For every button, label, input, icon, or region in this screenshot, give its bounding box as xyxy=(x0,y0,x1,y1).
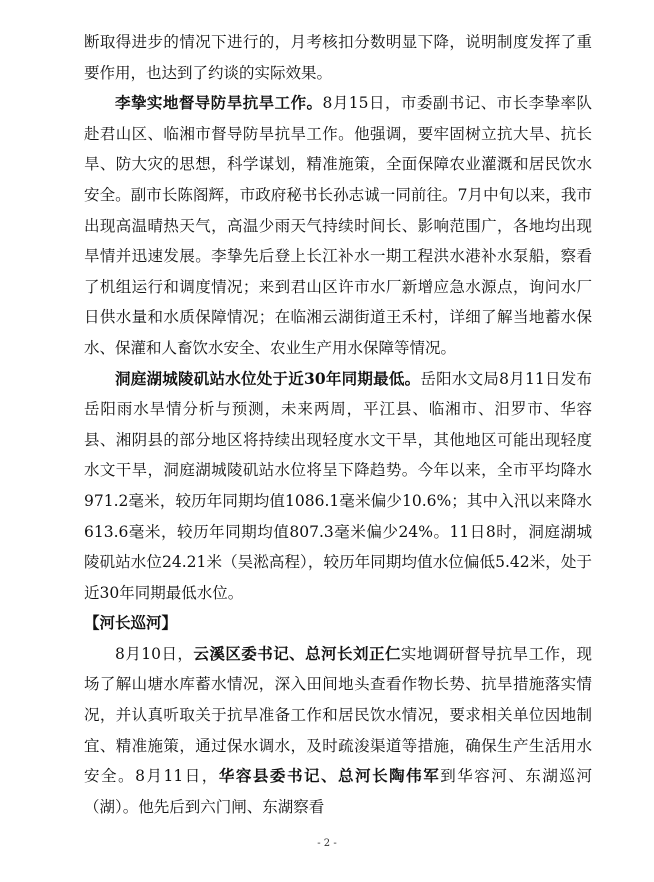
page-number: - 2 - xyxy=(317,838,337,849)
person-highlight: 华容县委书记、总河长陶伟军 xyxy=(218,766,441,786)
paragraph-text: 岳阳水文局8月11日发布岳阳雨水旱情分析与预测，未来两周，平江县、临湘市、汨罗市、华容县、湘阴县的部分地区将持续出现轻度水文干旱，其他地区可能出现轻度水文干旱，洞庭湖城陵矶站水位将呈下降趋势。今年以来，全市平均降水971.2毫米，较历年同期均值1086.1毫米偏少10.6%；其中入汛以来降水613.6毫米，较历年同期均值807.3毫米偏少24%。11日8时，洞庭湖城陵矶站水位24.21米（吴淞高程），较历年同期均值水位偏低5.42米，处于近30年同期最低水位。 xyxy=(84,369,592,602)
paragraph-text: 实地调研督导抗旱工作，现场了解山塘水库蓄水情况，深入田间地头查看作物长势、抗旱措施落实情况，并认真听取关于抗旱准备工作和居民饮水情况，要求相关单位因地制宜、精准施策，通过保水调水，及时疏浚渠道等措施，确保生产生活用水安全。8月11日， xyxy=(84,644,592,786)
paragraph-lead-heading: 洞庭湖城陵矶站水位处于近30年同期最低。 xyxy=(115,368,421,388)
paragraph-text: 8月15日，市委副书记、市长李挚率队赴君山区、临湘市督导防旱抗旱工作。他强调，要牢固树立抗大旱、抗长旱、防大灾的思想，科学谋划，精准施策，全面保障农业灌溉和居民饮水安全。副市长陈阁辉，市政府秘书长孙志诚一同前往。7月中旬以来，我市出现高温晴热天气，高温少雨天气持续时间长、影响范围广，各地均出现旱情并迅速发展。李挚先后登上长江补水一期工程洪水港补水泵船，察看了机组运行和调度情况；来到君山区许市水厂新增应急水源点，询问水厂日供水量和水质保障情况；在临湘云湖街道王禾村，详细了解当地蓄水保水、保灌和人畜饮水安全、农业生产用水保障等情况。 xyxy=(84,94,592,357)
paragraph-continuation xyxy=(84,27,592,88)
person-highlight: 云溪区委书记、总河长刘正仁 xyxy=(193,643,401,663)
paragraph-text: 8月10日， xyxy=(115,644,194,663)
section-heading-river-chief: 【河长巡河】 xyxy=(84,614,178,633)
paragraph-dongting-water-level xyxy=(84,364,592,609)
paragraph-river-chief-patrol xyxy=(84,639,592,823)
paragraph-text: 到华容河、东湖巡河（湖）。他先后到六门闸、东湖察看 xyxy=(84,767,592,816)
paragraph-li-zhi-drought-inspection xyxy=(84,88,592,363)
paragraph-lead-heading: 李挚实地督导防旱抗旱工作。 xyxy=(115,93,323,113)
paragraph-text: 断取得进步的情况下进行的，月考核扣分数明显下降，说明制度发挥了重要作用，也达到了约谈的实际效果。 xyxy=(84,33,592,82)
document-page xyxy=(84,27,592,822)
